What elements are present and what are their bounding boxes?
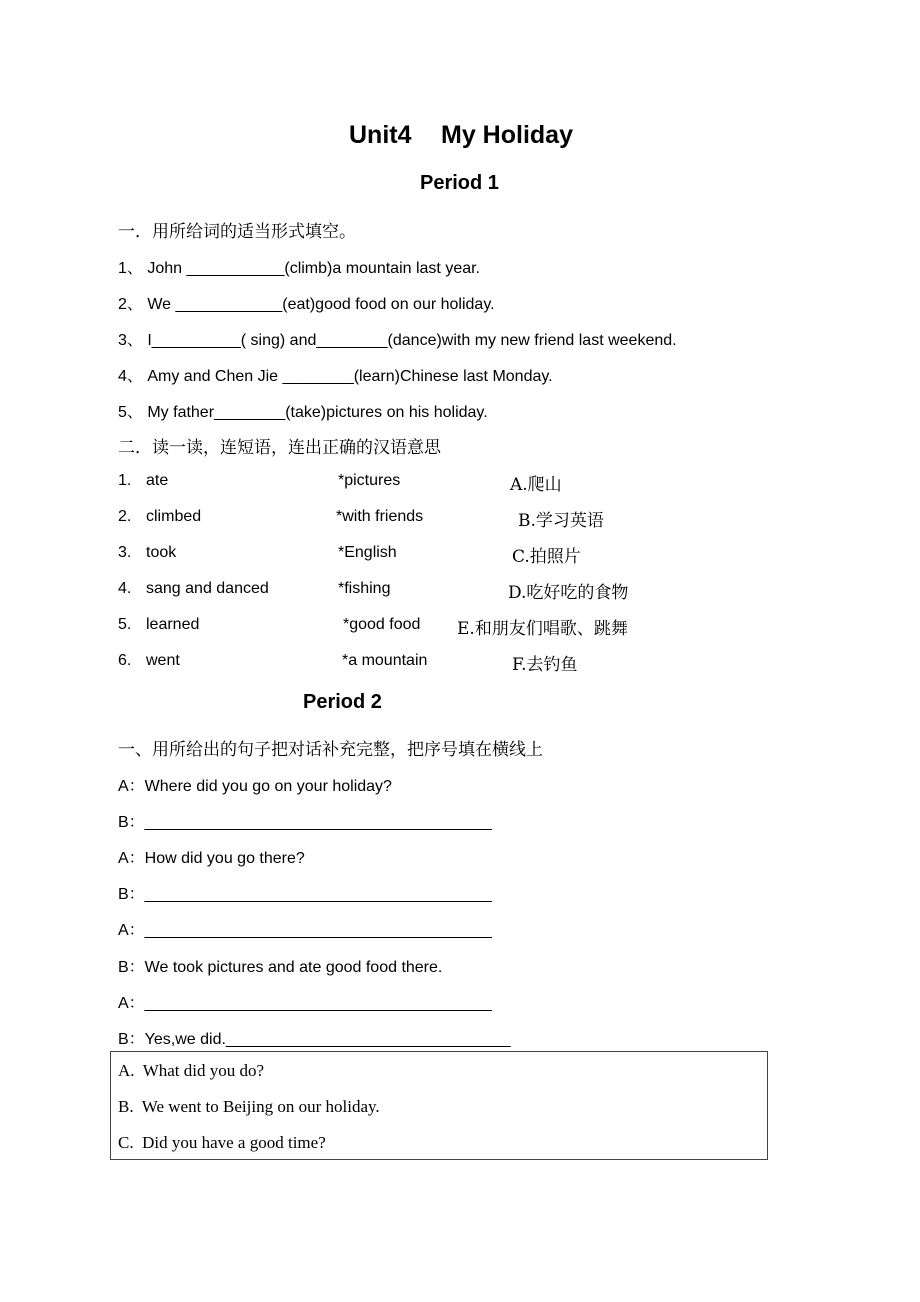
match-phrase: *with friends (336, 508, 424, 525)
match-phrase: *pictures (338, 472, 401, 489)
section2-instruction: 二．读一读，连短语，连出正确的汉语意思 (118, 438, 441, 458)
match-phrase: *fishing (338, 580, 391, 597)
match-meaning: D.吃好吃的食物 (508, 583, 629, 603)
option-a: A. What did you do? (118, 1061, 265, 1080)
match-word: climbed (146, 508, 202, 525)
dialogue-line: A：_______________________________________ (118, 922, 492, 939)
match-phrase: *English (338, 544, 397, 561)
fill-item-2: 2、 We ____________(eat)good food on our holiday. (118, 296, 495, 313)
period2-instruction: 一、用所给出的句子把对话补充完整，把序号填在横线上 (118, 740, 543, 760)
period2-heading: Period 2 (303, 691, 382, 713)
unit-label: Unit4 (349, 121, 412, 149)
match-meaning: F.去钓鱼 (512, 655, 578, 675)
match-phrase: *good food (343, 616, 421, 633)
match-word: ate (146, 472, 169, 489)
match-word: sang and danced (146, 580, 269, 597)
match-word: went (146, 652, 180, 669)
fill-item-5: 5、 My father________(take)pictures on his holiday. (118, 404, 488, 421)
period1-heading: Period 1 (420, 172, 499, 194)
dialogue-line: B：We took pictures and ate good food there. (118, 959, 443, 976)
fill-item-1: 1、 John ___________(climb)a mountain last year. (118, 260, 481, 277)
dialogue-line: A：How did you go there? (118, 850, 305, 867)
match-phrase: *a mountain (342, 652, 428, 669)
match-meaning: B.学习英语 (518, 511, 604, 531)
match-meaning: C.拍照片 (512, 547, 581, 567)
page-title: My Holiday (441, 121, 573, 149)
fill-item-3: 3、 I__________( sing) and________(dance)with my new friend last weekend. (118, 332, 677, 349)
dialogue-line: A：Where did you go on your holiday? (118, 778, 392, 795)
match-num: 3. (118, 544, 132, 561)
match-num: 2. (118, 508, 132, 525)
match-meaning: A.爬山 (510, 475, 562, 495)
match-word: learned (146, 616, 200, 633)
option-b: B. We went to Beijing on our holiday. (118, 1097, 380, 1116)
fill-item-4: 4、 Amy and Chen Jie ________(learn)Chinese last Monday. (118, 368, 553, 385)
match-num: 4. (118, 580, 132, 597)
match-word: took (146, 544, 177, 561)
dialogue-line: B：Yes,we did.________________________________ (118, 1031, 511, 1048)
match-meaning: E.和朋友们唱歌、跳舞 (457, 619, 628, 639)
dialogue-line: A：_______________________________________ (118, 995, 492, 1012)
match-num: 1. (118, 472, 132, 489)
dialogue-line: B：_______________________________________ (118, 886, 492, 903)
dialogue-line: B：_______________________________________ (118, 814, 492, 831)
section1-instruction: 一．用所给词的适当形式填空。 (118, 222, 356, 242)
match-num: 6. (118, 652, 132, 669)
option-c: C. Did you have a good time? (118, 1133, 326, 1152)
match-num: 5. (118, 616, 132, 633)
